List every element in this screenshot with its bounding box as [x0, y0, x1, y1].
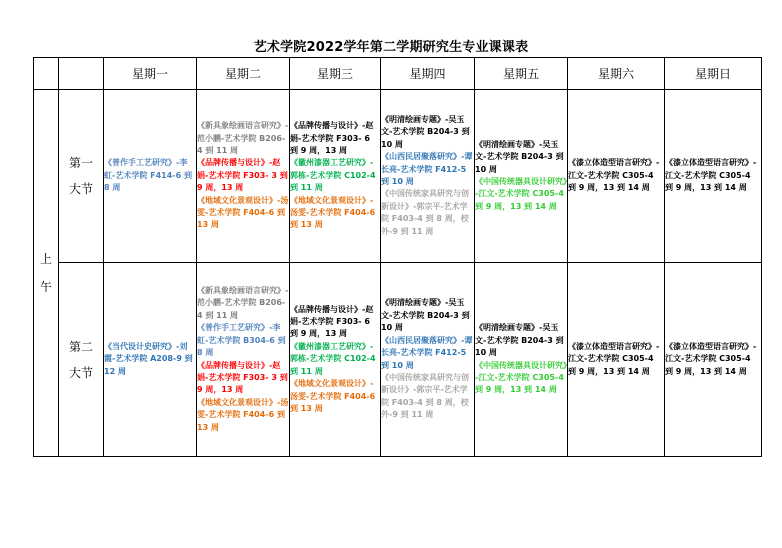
- course-entry: 《地域文化景观设计》-汤雯-艺术学院 F404-6 到 13 周: [197, 195, 289, 230]
- course-entry: 《品牌传播与设计》-赵娟-艺术学院 F303- 6 到 9 周，13 周: [290, 304, 374, 339]
- period-label-1: [59, 90, 104, 263]
- page-title: 艺术学院2022学年第二学期研究生专业课课表: [253, 40, 529, 55]
- course-entry: 《明清绘画专题》-吴玉文-艺术学院 B204-3 到 10 周: [381, 114, 470, 149]
- course-entry: 《山西民居聚落研究》-谭长亮-艺术学院 F412-5 到 10 周: [381, 152, 473, 186]
- session-label-text: 上午: [39, 252, 52, 294]
- course-entry: 《明清绘画专题》-吴玉文-艺术学院 B204-3 到 10 周: [381, 298, 470, 333]
- schedule-cell: [665, 90, 762, 263]
- schedule-cell: [290, 263, 381, 457]
- course-entry: 《漆立体造型语言研究》-江文-艺术学院 C305-4 到 9 周，13 到 14 周: [665, 341, 757, 376]
- course-entry: 《普作手工艺研究》-李虹-艺术学院 B304-6 到 8 周: [197, 323, 286, 358]
- course-entry: 《地域文化景观设计》-汤雯-艺术学院 F404-6 到 13 周: [290, 195, 376, 230]
- course-entry: 《中国传统家具研究与创新设计》-郭宗平-艺术学院 F403-4 到 8 周，校外-9 到 11 周: [381, 372, 469, 420]
- schedule-cell: [104, 263, 197, 457]
- schedule-cell: [197, 90, 290, 263]
- header-row: [34, 58, 762, 90]
- period-label-1-bottom: 大节: [68, 182, 93, 196]
- schedule-cell: [104, 90, 197, 263]
- day-header-thu: 星期四: [381, 58, 475, 90]
- day-header-wed: 星期三: [290, 58, 381, 90]
- schedule-cell: [475, 263, 568, 457]
- course-entry: 《徽州漆器工艺研究》-郭栋-艺术学院 C102-4 到 11 周: [290, 158, 376, 193]
- day-header-tue: 星期二: [197, 58, 290, 90]
- course-entry: 《中国传统器具设计研究》-江文-艺术学院 C305-4 到 9 周，13 到 14 周: [475, 177, 567, 211]
- day-header-mon: 星期一: [104, 58, 197, 90]
- schedule-cell: [475, 90, 568, 263]
- course-entry: 《新具象绘画语言研究》-范小鹏-艺术学院 B206-4 到 11 周: [197, 286, 289, 320]
- schedule-cell: [568, 263, 665, 457]
- course-entry: 《中国传统家具研究与创新设计》-郭宗平-艺术学院 F403-4 到 8 周，校外-9 到 11 周: [381, 189, 469, 236]
- course-entry: 《明清绘画专题》-吴玉文-艺术学院 B204-3 到 10 周: [475, 139, 564, 174]
- day-header-sun: 星期日: [665, 58, 762, 90]
- course-entry: 《地域文化景观设计》-汤雯-艺术学院 F404-6 到 13 周: [197, 397, 289, 432]
- course-entry: 《品牌传播与设计》-赵娟-艺术学院 F303- 3 到 9 周，13 周: [197, 158, 288, 193]
- course-entry: 《漆立体造型语言研究》-江文-艺术学院 C305-4 到 9 周，13 到 14 周: [665, 158, 757, 193]
- period-label-2: [59, 263, 104, 457]
- schedule-cell: [665, 263, 762, 457]
- day-header-fri: 星期五: [475, 58, 568, 90]
- course-entry: 《品牌传播与设计》-赵娟-艺术学院 F303- 6 到 9 周，13 周: [290, 121, 374, 155]
- schedule-cell: [381, 90, 475, 263]
- period-row-2: [34, 263, 762, 457]
- session-label: [34, 90, 59, 457]
- period-label-1-top: 第一: [68, 156, 93, 170]
- schedule-cell: [381, 263, 475, 457]
- course-entry: 《品牌传播与设计》-赵娟-艺术学院 F303- 3 到 9 周，13 周: [197, 360, 288, 395]
- course-entry: 《中国传统器具设计研究》-江文-艺术学院 C305-4 到 9 周，13 到 14 周: [475, 360, 567, 395]
- schedule-cell: [197, 263, 290, 457]
- course-entry: 《漆立体造型语言研究》-江文-艺术学院 C305-4 到 9 周，13 到 14 周: [568, 158, 660, 193]
- schedule-cell: [290, 90, 381, 263]
- course-entry: 《漆立体造型语言研究》-江文-艺术学院 C305-4 到 9 周，13 到 14 周: [568, 341, 660, 376]
- course-entry: 《新具象绘画语言研究》-范小鹏-艺术学院 B206-4 到 11 周: [197, 121, 289, 155]
- corner-cell-session: [34, 58, 59, 90]
- schedule-table: [33, 57, 762, 457]
- corner-cell-period: [59, 58, 104, 90]
- course-entry: 《徽州漆器工艺研究》-郭栋-艺术学院 C102-4 到 11 周: [290, 341, 376, 376]
- course-entry: 《当代设计史研究》-刘霞-艺术学院 A208-9 到 12 周: [104, 341, 193, 376]
- course-entry: 《普作手工艺研究》-李虹-艺术学院 F414-6 到 8 周: [104, 158, 192, 193]
- course-entry: 《地域文化景观设计》-汤雯-艺术学院 F404-6 到 13 周: [290, 379, 376, 413]
- period-label-2-bottom: 大节: [68, 365, 93, 380]
- period-label-2-top: 第二: [68, 339, 93, 354]
- course-entry: 《明清绘画专题》-吴玉文-艺术学院 B204-3 到 10 周: [475, 323, 564, 358]
- period-row-1: [34, 90, 762, 263]
- course-entry: 《山西民居聚落研究》-谭长亮-艺术学院 F412-5 到 10 周: [381, 335, 473, 370]
- day-header-sat: 星期六: [568, 58, 665, 90]
- schedule-cell: [568, 90, 665, 263]
